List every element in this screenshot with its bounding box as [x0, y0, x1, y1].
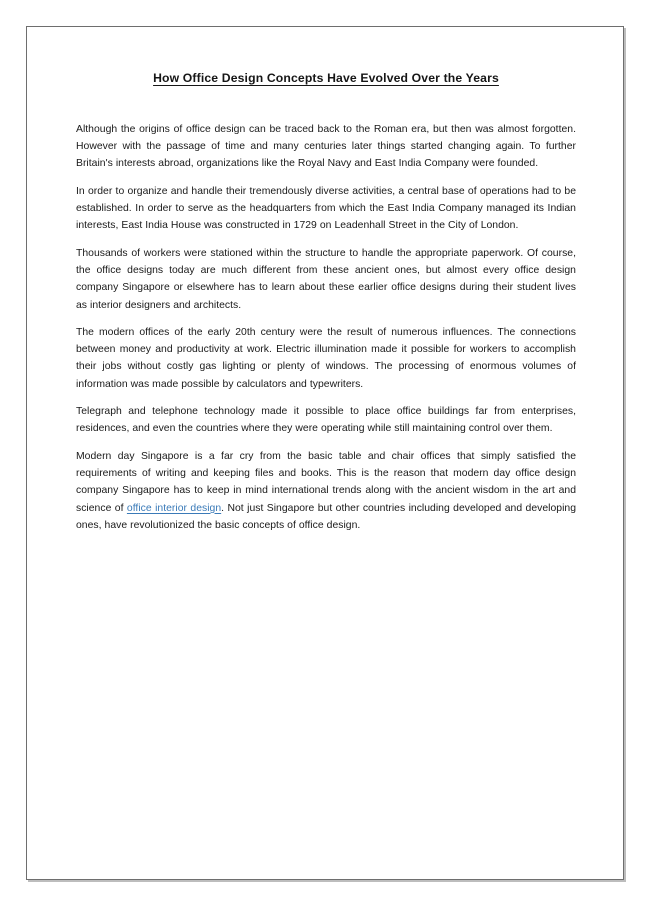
paragraph-3: Thousands of workers were stationed within the structure to handle the appropriate paperwork. Of course, the office designs today are much different from these ancient ones, but almost every office design company Singapore or elsewhere has to learn about these earlier office designs during their student lives as interior designers and architects.	[76, 247, 576, 311]
paragraph-5: Telegraph and telephone technology made it possible to place office buildings far from enterprises, residences, and even the countries where they were operating while still maintaining control over them.	[76, 406, 576, 435]
document-body	[76, 71, 576, 534]
page-frame	[26, 26, 624, 880]
paragraph-4: The modern offices of the early 20th century were the result of numerous influences. The connections between money and productivity at work. Electric illumination made it possible for workers to accomplish their jobs without costly gas lighting or plenty of windows. The processing of enormous volumes of information was made possible by calculators and typewriters.	[76, 326, 576, 390]
paragraph-6	[76, 448, 576, 534]
paragraph-6-text-before-link: Modern day Singapore is a far cry from the basic table and chair offices that simply satisfied the requirements of writing and keeping files and books. This is the reason that modern day office design company Singapore has to keep in mind international trends along with the ancient wisdom in the art and science of	[76, 450, 576, 514]
paragraph-1: Although the origins of office design can be traced back to the Roman era, but then was almost forgotten. However with the passage of time and many centuries later things started changing again. To further Britain's interests abroad, organizations like the Royal Navy and East India Company were founded.	[76, 123, 576, 170]
page-title: How Office Design Concepts Have Evolved Over the Years	[153, 71, 499, 85]
paragraph-6-text-after-link: . Not just Singapore but other countries including developed and developing ones, have revolutionized the basic concepts of office design.	[76, 502, 576, 531]
paragraph-2: In order to organize and handle their tremendously diverse activities, a central base of operations had to be established. In order to serve as the headquarters from which the East India Company managed its Indian interests, East India House was constructed in 1729 on Leadenhall Street in the City of London.	[76, 185, 576, 232]
office-interior-design-link[interactable]: office interior design	[126, 502, 222, 514]
